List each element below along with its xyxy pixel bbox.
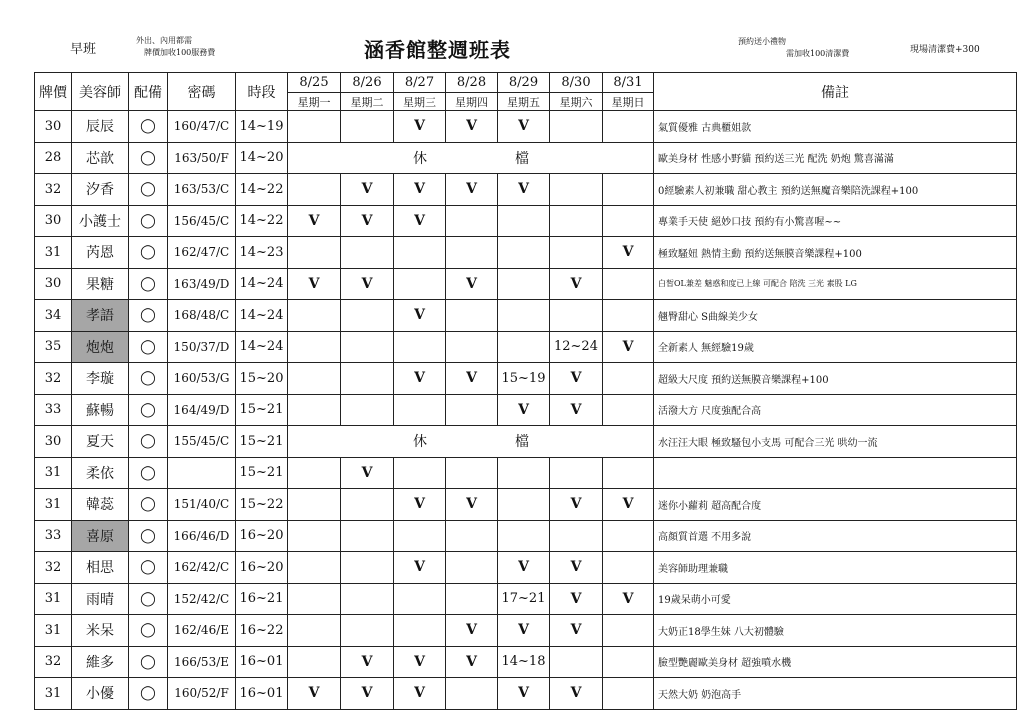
day-cell xyxy=(498,520,550,552)
table-row xyxy=(35,394,1017,426)
code-cell: 150/37/D xyxy=(168,331,236,363)
remark-cell: 美容師助理兼職 xyxy=(654,552,1017,584)
day-cell xyxy=(446,237,498,269)
table-row xyxy=(35,678,1017,710)
period-cell: 16~20 xyxy=(236,552,288,584)
day-cell xyxy=(288,646,341,678)
remark-cell: 氣質優雅 古典櫃姐款 xyxy=(654,111,1017,143)
day-cell: V xyxy=(446,268,498,300)
day-cell xyxy=(550,111,603,143)
col-header-weekday: 星期四 xyxy=(446,93,498,111)
equip-circle-icon: ◯ xyxy=(129,583,168,615)
day-cell xyxy=(498,268,550,300)
day-cell: V xyxy=(603,583,654,615)
day-cell: V xyxy=(550,489,603,521)
code-cell: 163/49/D xyxy=(168,268,236,300)
day-cell xyxy=(394,520,446,552)
remark-cell: 19歲呆萌小可愛 xyxy=(654,583,1017,615)
stylist-name: 維多 xyxy=(72,646,129,678)
day-cell: 15~19 xyxy=(498,363,550,395)
col-header-date: 8/26 xyxy=(341,73,394,93)
table-row xyxy=(35,363,1017,395)
day-cell xyxy=(550,237,603,269)
table-row xyxy=(35,426,1017,458)
code-cell: 151/40/C xyxy=(168,489,236,521)
day-cell: V xyxy=(288,268,341,300)
table-row xyxy=(35,520,1017,552)
period-cell: 15~22 xyxy=(236,489,288,521)
period-cell: 15~21 xyxy=(236,426,288,458)
stylist-name: 炮炮 xyxy=(72,331,129,363)
col-header-equip: 配備 xyxy=(129,73,168,111)
day-cell xyxy=(341,520,394,552)
price-cell: 32 xyxy=(35,552,72,584)
remark-cell: 極致騷妞 熱情主動 預約送無膜音樂課程+100 xyxy=(654,237,1017,269)
code-cell xyxy=(168,457,236,489)
equip-circle-icon: ◯ xyxy=(129,111,168,143)
equip-circle-icon: ◯ xyxy=(129,205,168,237)
equip-circle-icon: ◯ xyxy=(129,426,168,458)
equip-circle-icon: ◯ xyxy=(129,552,168,584)
day-cell xyxy=(341,552,394,584)
day-cell xyxy=(446,552,498,584)
col-header-price: 牌價 xyxy=(35,73,72,111)
table-row xyxy=(35,237,1017,269)
remark-cell xyxy=(654,457,1017,489)
table-row xyxy=(35,583,1017,615)
day-cell xyxy=(288,394,341,426)
code-cell: 162/47/C xyxy=(168,237,236,269)
day-cell xyxy=(603,520,654,552)
day-cell: V xyxy=(550,678,603,710)
day-cell xyxy=(446,205,498,237)
remark-cell: 0經驗素人初兼職 甜心教主 預約送無魔音樂陪洗課程+100 xyxy=(654,174,1017,206)
rest-label: 休 xyxy=(413,434,427,451)
col-header-date: 8/28 xyxy=(446,73,498,93)
day-cell: V xyxy=(550,363,603,395)
stylist-name: 芮恩 xyxy=(72,237,129,269)
day-cell xyxy=(288,174,341,206)
day-cell: V xyxy=(550,615,603,647)
price-cell: 30 xyxy=(35,268,72,300)
day-cell xyxy=(550,520,603,552)
gift-note-line1: 預約送小禮物 xyxy=(738,37,786,46)
price-cell: 30 xyxy=(35,111,72,143)
col-header-date: 8/31 xyxy=(603,73,654,93)
equip-circle-icon: ◯ xyxy=(129,237,168,269)
day-cell xyxy=(603,205,654,237)
table-row xyxy=(35,111,1017,143)
equip-circle-icon: ◯ xyxy=(129,394,168,426)
service-fee-note-line2: 牌價加收100服務費 xyxy=(144,48,216,57)
price-cell: 31 xyxy=(35,583,72,615)
stylist-name: 孝語 xyxy=(72,300,129,332)
day-cell xyxy=(341,111,394,143)
stylist-name: 辰辰 xyxy=(72,111,129,143)
day-cell xyxy=(603,457,654,489)
service-fee-note-line1: 外出、內用都需 xyxy=(136,36,192,45)
day-cell xyxy=(288,331,341,363)
equip-circle-icon: ◯ xyxy=(129,520,168,552)
table-row xyxy=(35,205,1017,237)
equip-circle-icon: ◯ xyxy=(129,646,168,678)
day-cell: V xyxy=(394,363,446,395)
day-cell: V xyxy=(341,174,394,206)
stylist-name: 柔依 xyxy=(72,457,129,489)
day-cell: V xyxy=(341,205,394,237)
day-cell xyxy=(288,363,341,395)
day-cell xyxy=(498,457,550,489)
equip-circle-icon: ◯ xyxy=(129,457,168,489)
equip-circle-icon: ◯ xyxy=(129,142,168,174)
equip-circle-icon: ◯ xyxy=(129,268,168,300)
day-cell xyxy=(394,583,446,615)
day-cell xyxy=(341,300,394,332)
col-header-date: 8/30 xyxy=(550,73,603,93)
remark-cell: 迷你小蘿莉 超高配合度 xyxy=(654,489,1017,521)
day-cell: V xyxy=(446,646,498,678)
day-cell: V xyxy=(603,237,654,269)
price-cell: 30 xyxy=(35,426,72,458)
price-cell: 33 xyxy=(35,394,72,426)
day-cell xyxy=(288,520,341,552)
day-cell xyxy=(550,300,603,332)
stylist-name: 喜原 xyxy=(72,520,129,552)
day-cell xyxy=(394,237,446,269)
day-cell: V xyxy=(498,678,550,710)
col-header-period: 時段 xyxy=(236,73,288,111)
day-cell: V xyxy=(498,111,550,143)
price-cell: 32 xyxy=(35,646,72,678)
code-cell: 152/42/C xyxy=(168,583,236,615)
day-cell: V xyxy=(498,174,550,206)
day-cell: V xyxy=(446,489,498,521)
day-cell: 17~21 xyxy=(498,583,550,615)
col-header-weekday: 星期一 xyxy=(288,93,341,111)
stylist-name: 芯歆 xyxy=(72,142,129,174)
stylist-name: 米呆 xyxy=(72,615,129,647)
period-cell: 16~01 xyxy=(236,646,288,678)
period-cell: 14~19 xyxy=(236,111,288,143)
code-cell: 155/45/C xyxy=(168,426,236,458)
equip-circle-icon: ◯ xyxy=(129,363,168,395)
day-cell xyxy=(498,237,550,269)
code-cell: 166/46/D xyxy=(168,520,236,552)
day-cell: V xyxy=(446,615,498,647)
code-cell: 168/48/C xyxy=(168,300,236,332)
stylist-name: 汐香 xyxy=(72,174,129,206)
table-row xyxy=(35,300,1017,332)
stylist-name: 雨晴 xyxy=(72,583,129,615)
day-cell xyxy=(550,205,603,237)
day-cell xyxy=(341,363,394,395)
schedule-table xyxy=(34,72,1017,710)
day-cell: V xyxy=(550,394,603,426)
equip-circle-icon: ◯ xyxy=(129,489,168,521)
period-cell: 16~20 xyxy=(236,520,288,552)
day-cell xyxy=(603,268,654,300)
day-cell: V xyxy=(341,457,394,489)
equip-circle-icon: ◯ xyxy=(129,331,168,363)
gift-note-line2: 需加收100清潔費 xyxy=(786,49,850,58)
day-cell: V xyxy=(394,646,446,678)
price-cell: 31 xyxy=(35,489,72,521)
day-cell xyxy=(550,457,603,489)
table-row xyxy=(35,646,1017,678)
day-cell: V xyxy=(341,646,394,678)
col-header-weekday: 星期三 xyxy=(394,93,446,111)
day-cell: V xyxy=(341,678,394,710)
day-cell xyxy=(288,457,341,489)
price-cell: 34 xyxy=(35,300,72,332)
day-cell xyxy=(603,552,654,584)
day-cell xyxy=(446,331,498,363)
col-header-date: 8/27 xyxy=(394,73,446,93)
remark-cell: 專業手天使 絕妙口技 預約有小驚喜喔~~ xyxy=(654,205,1017,237)
period-cell: 16~01 xyxy=(236,678,288,710)
code-cell: 160/47/C xyxy=(168,111,236,143)
rest-label: 休 xyxy=(413,150,427,167)
col-header-weekday: 星期日 xyxy=(603,93,654,111)
price-cell: 30 xyxy=(35,205,72,237)
day-cell xyxy=(288,583,341,615)
remark-cell: 活潑大方 尺度強配合高 xyxy=(654,394,1017,426)
table-row xyxy=(35,331,1017,363)
day-cell xyxy=(603,363,654,395)
col-header-date: 8/29 xyxy=(498,73,550,93)
day-cell xyxy=(394,268,446,300)
day-cell xyxy=(446,394,498,426)
table-row xyxy=(35,268,1017,300)
day-cell xyxy=(550,174,603,206)
day-cell: 14~18 xyxy=(498,646,550,678)
day-cell xyxy=(446,583,498,615)
code-cell: 163/50/F xyxy=(168,142,236,174)
day-cell: V xyxy=(394,111,446,143)
col-header-remarks: 備註 xyxy=(654,73,1017,111)
page-title: 涵香館整週班表 xyxy=(364,38,511,62)
code-cell: 162/46/E xyxy=(168,615,236,647)
table-row xyxy=(35,489,1017,521)
day-cell: V xyxy=(446,174,498,206)
day-cell xyxy=(288,552,341,584)
day-cell: V xyxy=(394,489,446,521)
stylist-name: 夏天 xyxy=(72,426,129,458)
price-cell: 31 xyxy=(35,457,72,489)
day-cell xyxy=(394,615,446,647)
day-cell: V xyxy=(446,363,498,395)
onsite-fee-note: 現場清潔費+300 xyxy=(910,45,980,55)
day-cell xyxy=(288,489,341,521)
day-cell xyxy=(603,111,654,143)
remark-cell: 翹臀甜心 S曲線美少女 xyxy=(654,300,1017,332)
stylist-name: 韓蕊 xyxy=(72,489,129,521)
stylist-name: 相思 xyxy=(72,552,129,584)
equip-circle-icon: ◯ xyxy=(129,300,168,332)
period-cell: 16~21 xyxy=(236,583,288,615)
day-cell: V xyxy=(498,552,550,584)
day-cell: V xyxy=(550,268,603,300)
day-cell: V xyxy=(550,583,603,615)
day-cell: V xyxy=(498,394,550,426)
day-cell xyxy=(341,489,394,521)
day-cell xyxy=(394,331,446,363)
period-cell: 14~24 xyxy=(236,331,288,363)
code-cell: 156/45/C xyxy=(168,205,236,237)
day-cell xyxy=(603,646,654,678)
period-cell: 14~22 xyxy=(236,174,288,206)
day-cell: V xyxy=(446,111,498,143)
price-cell: 35 xyxy=(35,331,72,363)
table-row xyxy=(35,174,1017,206)
rest-label: 檔 xyxy=(515,150,529,167)
remark-cell: 天然大奶 奶泡高手 xyxy=(654,678,1017,710)
day-cell xyxy=(446,300,498,332)
stylist-name: 李璇 xyxy=(72,363,129,395)
remark-cell: 超級大尺度 預約送無膜音樂課程+100 xyxy=(654,363,1017,395)
price-cell: 28 xyxy=(35,142,72,174)
col-header-code: 密碼 xyxy=(168,73,236,111)
day-cell xyxy=(603,300,654,332)
schedule-body xyxy=(35,111,1017,710)
shift-label: 早班 xyxy=(70,42,97,57)
stylist-name: 小優 xyxy=(72,678,129,710)
day-cell xyxy=(288,237,341,269)
remark-cell: 水汪汪大眼 極致騷包小支馬 可配合三光 哄幼一流 xyxy=(654,426,1017,458)
day-cell: V xyxy=(603,489,654,521)
day-cell xyxy=(550,646,603,678)
code-cell: 163/53/C xyxy=(168,174,236,206)
price-cell: 32 xyxy=(35,363,72,395)
day-cell xyxy=(603,678,654,710)
day-cell xyxy=(288,300,341,332)
stylist-name: 蘇暢 xyxy=(72,394,129,426)
day-cell: V xyxy=(498,615,550,647)
day-cell: V xyxy=(394,300,446,332)
day-cell: V xyxy=(394,678,446,710)
col-header-weekday: 星期五 xyxy=(498,93,550,111)
stylist-name: 小護士 xyxy=(72,205,129,237)
day-cell xyxy=(288,615,341,647)
equip-circle-icon: ◯ xyxy=(129,174,168,206)
table-row xyxy=(35,552,1017,584)
period-cell: 15~21 xyxy=(236,457,288,489)
code-cell: 162/42/C xyxy=(168,552,236,584)
day-cell xyxy=(341,394,394,426)
rest-label: 檔 xyxy=(515,434,529,451)
day-cell xyxy=(341,237,394,269)
day-cell xyxy=(446,678,498,710)
day-cell: V xyxy=(394,205,446,237)
day-cell xyxy=(498,331,550,363)
code-cell: 160/52/F xyxy=(168,678,236,710)
table-row xyxy=(35,615,1017,647)
rest-cell xyxy=(288,426,654,458)
table-row xyxy=(35,142,1017,174)
period-cell: 14~24 xyxy=(236,268,288,300)
price-cell: 32 xyxy=(35,174,72,206)
day-cell xyxy=(498,300,550,332)
period-cell: 14~24 xyxy=(236,300,288,332)
remark-cell: 高顏質首選 不用多說 xyxy=(654,520,1017,552)
day-cell xyxy=(394,457,446,489)
day-cell: V xyxy=(394,552,446,584)
col-header-date: 8/25 xyxy=(288,73,341,93)
equip-circle-icon: ◯ xyxy=(129,678,168,710)
remark-cell: 臉型艷麗歐美身材 超強噴水機 xyxy=(654,646,1017,678)
equip-circle-icon: ◯ xyxy=(129,615,168,647)
price-cell: 33 xyxy=(35,520,72,552)
period-cell: 15~20 xyxy=(236,363,288,395)
day-cell xyxy=(498,489,550,521)
remark-cell: 歐美身材 性感小野貓 預約送三光 配洗 奶炮 驚喜滿滿 xyxy=(654,142,1017,174)
remark-cell: 白皙OL兼差 魅惑和度已上線 可配合 陪洗 三光 素股 LG xyxy=(654,268,1017,300)
code-cell: 164/49/D xyxy=(168,394,236,426)
day-cell xyxy=(603,394,654,426)
day-cell: V xyxy=(341,268,394,300)
col-header-weekday: 星期二 xyxy=(341,93,394,111)
day-cell: V xyxy=(288,205,341,237)
rest-cell xyxy=(288,142,654,174)
day-cell xyxy=(446,520,498,552)
day-cell xyxy=(288,111,341,143)
period-cell: 14~23 xyxy=(236,237,288,269)
day-cell: V xyxy=(288,678,341,710)
remark-cell: 大奶正18學生妹 八大初體驗 xyxy=(654,615,1017,647)
remark-cell: 全新素人 無經驗19歲 xyxy=(654,331,1017,363)
price-cell: 31 xyxy=(35,678,72,710)
day-cell xyxy=(341,583,394,615)
period-cell: 14~22 xyxy=(236,205,288,237)
table-row xyxy=(35,457,1017,489)
period-cell: 15~21 xyxy=(236,394,288,426)
col-header-weekday: 星期六 xyxy=(550,93,603,111)
stylist-name: 果糖 xyxy=(72,268,129,300)
day-cell: V xyxy=(550,552,603,584)
day-cell xyxy=(341,331,394,363)
code-cell: 166/53/E xyxy=(168,646,236,678)
price-cell: 31 xyxy=(35,615,72,647)
code-cell: 160/53/G xyxy=(168,363,236,395)
day-cell: 12~24 xyxy=(550,331,603,363)
day-cell: V xyxy=(603,331,654,363)
day-cell xyxy=(341,615,394,647)
day-cell xyxy=(498,205,550,237)
period-cell: 16~22 xyxy=(236,615,288,647)
day-cell xyxy=(446,457,498,489)
day-cell xyxy=(603,615,654,647)
day-cell xyxy=(394,394,446,426)
price-cell: 31 xyxy=(35,237,72,269)
day-cell: V xyxy=(394,174,446,206)
col-header-stylist: 美容師 xyxy=(72,73,129,111)
period-cell: 14~20 xyxy=(236,142,288,174)
day-cell xyxy=(603,174,654,206)
